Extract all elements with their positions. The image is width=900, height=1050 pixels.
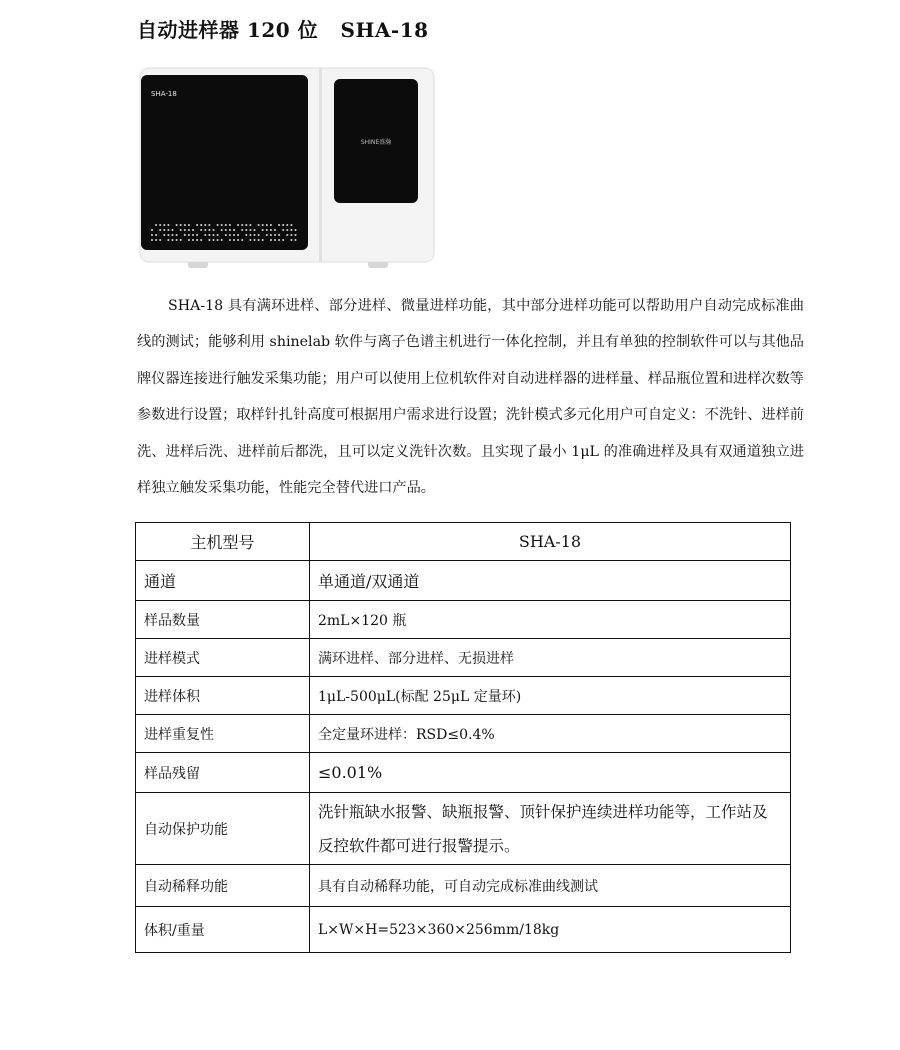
indicator-dot [245, 229, 247, 231]
indicator-dot [294, 229, 296, 231]
indicator-dot [184, 224, 186, 226]
indicator-dot [200, 239, 202, 241]
page-title: 自动进样器 120 位 SHA-18 [137, 18, 429, 42]
spec-key: 通道 [136, 561, 310, 601]
indicator-dot [294, 239, 296, 241]
indicator-dot [208, 224, 210, 226]
indicator-dot [286, 234, 288, 236]
indicator-dot [151, 234, 153, 236]
indicator-dot [282, 229, 284, 231]
indicator-dot [155, 224, 157, 226]
indicator-dot [229, 224, 231, 226]
indicator-dot [200, 224, 202, 226]
indicator-dot [241, 229, 243, 231]
indicator-dot [245, 234, 247, 236]
indicator-dot [237, 224, 239, 226]
spec-key: 进样体积 [136, 677, 310, 715]
indicator-dot [163, 224, 165, 226]
spec-value: 单通道/双通道 [310, 561, 791, 601]
indicator-dot [180, 224, 182, 226]
indicator-dot [270, 224, 272, 226]
product-screen-label: SHA-18 [151, 90, 177, 98]
indicator-dot [155, 234, 157, 236]
indicator-dot [192, 229, 194, 231]
spec-header-key: 主机型号 [136, 523, 310, 561]
spec-value: 洗针瓶缺水报警、缺瓶报警、顶针保护连续进样功能等，工作站及反控软件都可进行报警提示。 [310, 793, 791, 865]
indicator-dot [294, 234, 296, 236]
indicator-dot [278, 224, 280, 226]
indicator-dot [233, 234, 235, 236]
spec-key: 自动保护功能 [136, 793, 310, 865]
indicator-dot [241, 239, 243, 241]
indicator-dot [176, 239, 178, 241]
indicator-dot [249, 239, 251, 241]
indicator-dot [167, 239, 169, 241]
indicator-dot [229, 229, 231, 231]
indicator-dot [217, 239, 219, 241]
product-divider [319, 68, 322, 262]
indicator-dot [286, 224, 288, 226]
indicator-dot [290, 234, 292, 236]
indicator-dot [290, 239, 292, 241]
spec-value: L×W×H=523×360×256mm/18kg [310, 907, 791, 953]
indicator-dot [176, 224, 178, 226]
indicator-dot [229, 234, 231, 236]
indicator-dot [270, 234, 272, 236]
indicator-dot [274, 234, 276, 236]
indicator-dot [266, 224, 268, 226]
spec-value: 具有自动稀释功能，可自动完成标准曲线测试 [310, 865, 791, 907]
indicator-dot [204, 224, 206, 226]
indicator-dot [221, 229, 223, 231]
indicator-dot [180, 239, 182, 241]
spec-value: 满环进样、部分进样、无损进样 [310, 639, 791, 677]
product-brand-logo: SHINE盛瀚 [360, 139, 392, 146]
spec-row-carryover [136, 753, 791, 793]
indicator-dot [253, 234, 255, 236]
spec-value: 2mL×120 瓶 [310, 601, 791, 639]
indicator-dot [188, 229, 190, 231]
indicator-dot [155, 239, 157, 241]
indicator-dot [159, 224, 161, 226]
indicator-dot [237, 239, 239, 241]
indicator-dot [167, 229, 169, 231]
indicator-dot [290, 224, 292, 226]
indicator-dot [212, 239, 214, 241]
indicator-dot [225, 224, 227, 226]
spec-row-channel [136, 561, 791, 601]
indicator-dot [258, 239, 260, 241]
indicator-dot [212, 229, 214, 231]
indicator-dot [176, 234, 178, 236]
indicator-dot [171, 239, 173, 241]
indicator-dot [221, 224, 223, 226]
indicator-dot [184, 229, 186, 231]
indicator-dot [270, 229, 272, 231]
indicator-dot [282, 224, 284, 226]
spec-key: 体积/重量 [136, 907, 310, 953]
indicator-dot [233, 229, 235, 231]
indicator-dot [200, 229, 202, 231]
spec-key: 样品数量 [136, 601, 310, 639]
spec-key: 进样模式 [136, 639, 310, 677]
indicator-dot [208, 239, 210, 241]
indicator-dot [233, 239, 235, 241]
indicator-dot [245, 224, 247, 226]
indicator-dot [217, 234, 219, 236]
spec-header-value: SHA-18 [310, 523, 791, 561]
indicator-dot [241, 224, 243, 226]
indicator-dot [151, 239, 153, 241]
spec-table-header [136, 523, 791, 561]
indicator-dot [217, 224, 219, 226]
indicator-dot [229, 239, 231, 241]
spec-row-auto-dilution [136, 865, 791, 907]
indicator-dot [237, 234, 239, 236]
indicator-dot [167, 224, 169, 226]
indicator-dot [163, 229, 165, 231]
spec-row-injection-volume [136, 677, 791, 715]
indicator-dot [253, 229, 255, 231]
indicator-dot [266, 234, 268, 236]
product-image [138, 64, 438, 272]
indicator-dot [159, 229, 161, 231]
indicator-dot [188, 234, 190, 236]
spec-row-volume-weight [136, 907, 791, 953]
indicator-dot [278, 234, 280, 236]
indicator-dot [262, 229, 264, 231]
indicator-dot [180, 229, 182, 231]
indicator-dot [221, 239, 223, 241]
indicator-dot [196, 224, 198, 226]
indicator-dot [262, 224, 264, 226]
indicator-dot [262, 239, 264, 241]
indicator-dot [253, 239, 255, 241]
indicator-dot [192, 234, 194, 236]
indicator-dot [270, 239, 272, 241]
indicator-dot [278, 239, 280, 241]
spec-row-injection-mode [136, 639, 791, 677]
indicator-dot [212, 234, 214, 236]
indicator-dot [258, 234, 260, 236]
product-description: SHA-18 具有满环进样、部分进样、微量进样功能，其中部分进样功能可以帮助用户自动完成标准曲线的测试；能够利用 shinelab 软件与离子色谱主机进行一体化控制，并且有单独的控制软件可以与其他品牌仪器连接进行触发采集功能；用户可以使用上位机软件对自动进样器的进样量、样品瓶位置和进样次数等参数进行设置；取样针扎针高度可根据用户需求进行设置；洗针模式多元化用户可自定义：不洗针、进样前洗、进样后洗、进样前后都洗，且可以定义洗针次数。且实现了最小 1μL 的准确进样及具有双通道独立进样独立触发采集功能，性能完全替代进口产品。 [137, 298, 804, 497]
indicator-dot [290, 229, 292, 231]
indicator-dot [171, 229, 173, 231]
indicator-dot [188, 239, 190, 241]
spec-row-repeatability [136, 715, 791, 753]
indicator-dot [184, 234, 186, 236]
indicator-dot [282, 239, 284, 241]
indicator-dot [163, 234, 165, 236]
spec-value: 1μL-500μL(标配 25μL 定量环) [310, 677, 791, 715]
spec-key: 自动稀释功能 [136, 865, 310, 907]
indicator-dot [204, 234, 206, 236]
spec-row-auto-protection [136, 793, 791, 865]
indicator-dot [249, 224, 251, 226]
indicator-dot [208, 234, 210, 236]
indicator-dot [274, 239, 276, 241]
indicator-dot [196, 234, 198, 236]
indicator-dot [225, 229, 227, 231]
spec-key: 进样重复性 [136, 715, 310, 753]
product-left-door [141, 75, 308, 250]
spec-row-sample-count [136, 601, 791, 639]
indicator-dot [258, 224, 260, 226]
indicator-dot [286, 229, 288, 231]
indicator-dot [171, 234, 173, 236]
indicator-dot [192, 239, 194, 241]
spec-value: ≤0.01% [310, 753, 791, 793]
indicator-dot [188, 224, 190, 226]
spec-key: 样品残留 [136, 753, 310, 793]
indicator-dot [249, 234, 251, 236]
indicator-dot [167, 234, 169, 236]
indicator-dot [266, 229, 268, 231]
indicator-dot [225, 234, 227, 236]
indicator-dot [196, 239, 198, 241]
indicator-dot [208, 229, 210, 231]
indicator-dot [274, 229, 276, 231]
indicator-dot [204, 229, 206, 231]
indicator-dot [151, 229, 153, 231]
indicator-dot [159, 239, 161, 241]
spec-table [135, 522, 791, 953]
indicator-dot [249, 229, 251, 231]
spec-value: 全定量环进样：RSD≤0.4% [310, 715, 791, 753]
